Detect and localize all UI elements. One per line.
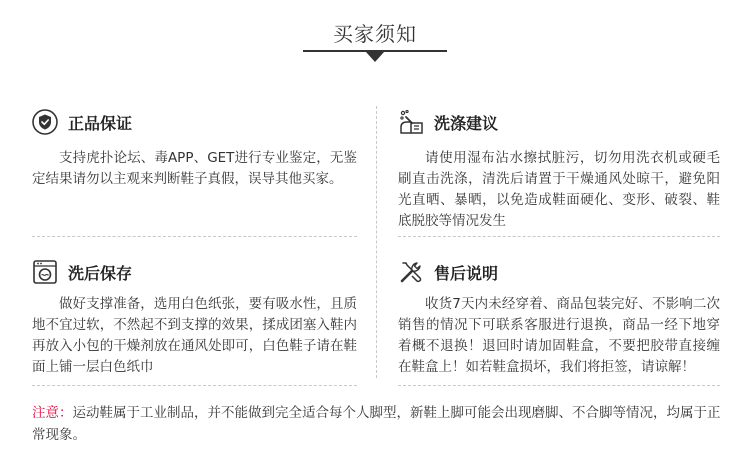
section-title: 洗后保存 xyxy=(68,263,133,283)
section-title: 正品保证 xyxy=(68,113,133,133)
page-title: 买家须知 xyxy=(333,22,417,46)
notice-label: 注意： xyxy=(32,405,73,421)
page-header xyxy=(0,18,750,53)
wash-brush-icon xyxy=(398,109,424,135)
section-header xyxy=(398,108,498,136)
horizontal-divider-left xyxy=(32,236,357,237)
section-body: 做好支撑准备，选用白色纸张，要有吸水性，且质地不宜过软，不然起不到支撑的效果，揉成团塞入鞋内再放入小包的干燥剂放在通风处即可，白色鞋子请在鞋面上铺一层白色纸巾 xyxy=(32,296,357,375)
tools-icon xyxy=(398,259,424,285)
notice xyxy=(32,402,722,446)
horizontal-divider-right xyxy=(398,236,720,237)
section-header xyxy=(32,258,132,286)
horizontal-divider-bottom-left xyxy=(32,385,357,386)
notice-text: 运动鞋属于工业制品，并不能做到完全适合每个人脚型，新鞋上脚可能会出现磨脚、不合脚等情况，均属于正常现象。 xyxy=(32,405,721,443)
washing-machine-icon xyxy=(32,259,58,285)
section-header xyxy=(398,258,498,286)
section-body: 请使用湿布沾水擦拭脏污，切勿用洗衣机或硬毛刷直击洗涤，清洗后请置于干燥通风处晾干，避免阳光直晒、暴晒，以免造成鞋面硬化、变形、破裂、鞋底脱胶等情况发生 xyxy=(398,150,720,229)
section-title: 洗涤建议 xyxy=(434,113,499,133)
section-body: 收货7天内未经穿着、商品包装完好、不影响二次销售的情况下可联系客服进行退换，商品一经下地穿着概不退换！退回时请加固鞋盒，不要把胶带直接缠在鞋盒上！如若鞋盒损坏，我们将拒签，请谅解！ xyxy=(398,296,720,375)
horizontal-divider-bottom-right xyxy=(398,385,720,386)
section-body: 支持虎扑论坛、毒APP、GET进行专业鉴定，无鉴定结果请勿以主观来判断鞋子真假，误导其他买家。 xyxy=(32,150,357,187)
shield-check-icon xyxy=(32,109,58,135)
vertical-divider xyxy=(376,106,377,378)
title-pointer xyxy=(366,52,384,62)
section-title: 售后说明 xyxy=(434,263,499,283)
section-header xyxy=(32,108,132,136)
